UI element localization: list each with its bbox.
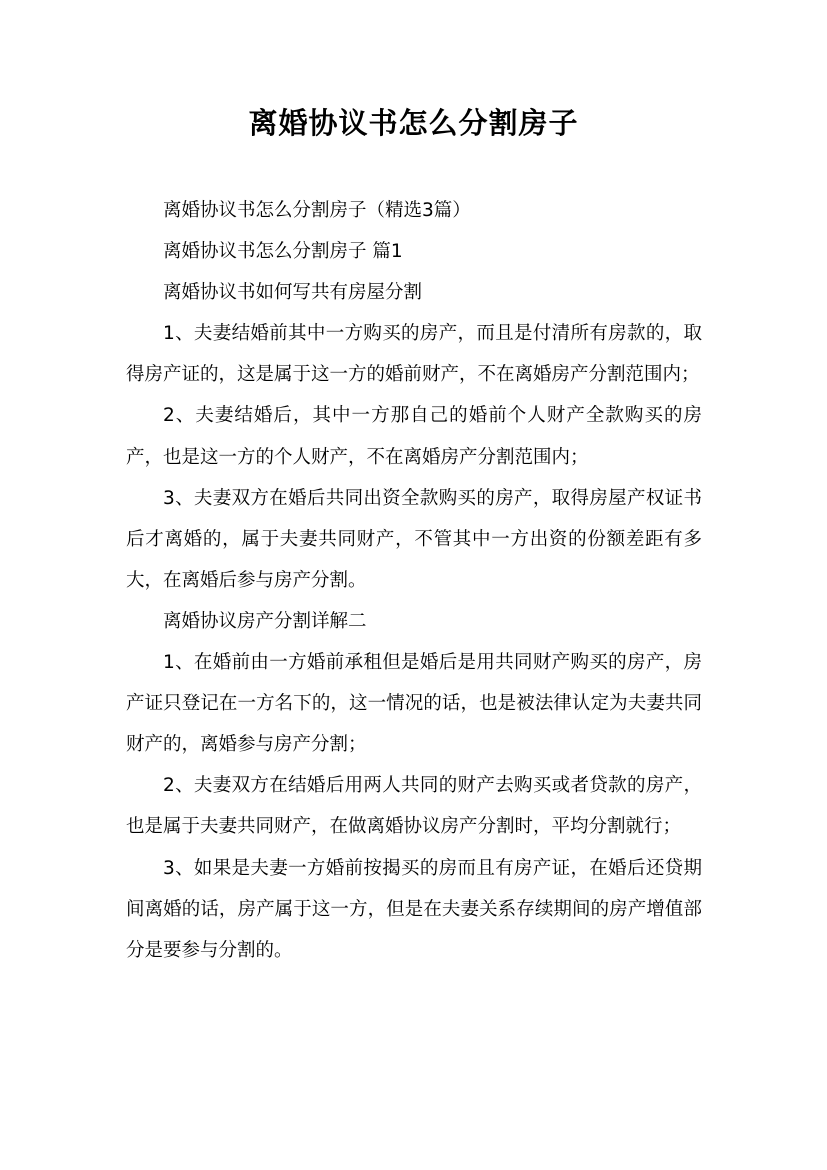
paragraph-topic-heading: 离婚协议书如何写共有房屋分割 — [163, 282, 423, 304]
document-title: 离婚协议书怎么分割房子 — [248, 106, 579, 140]
document-body — [126, 190, 702, 971]
paragraph-subtitle: 离婚协议书怎么分割房子（精选3篇） — [163, 200, 471, 221]
paragraph-detail-item-1: 1、在婚前由一方婚前承租但是婚后是用共同财产购买的房产，房产证只登记在一方名下的，这一情况的话，也是被法律认定为夫妻共同财产的，离婚参与房产分割； — [126, 652, 702, 756]
paragraph-item-3: 3、夫妻双方在婚后共同出资全款购买的房产，取得房屋产权证书后才离婚的，属于夫妻共同财产，不管其中一方出资的份额差距有多大，在离婚后参与房产分割。 — [126, 487, 702, 591]
paragraph-item-2: 2、夫妻结婚后，其中一方那自己的婚前个人财产全款购买的房产，也是这一方的个人财产，不在离婚房产分割范围内； — [126, 405, 702, 468]
paragraph-section-heading: 离婚协议书怎么分割房子 篇1 — [163, 241, 403, 263]
paragraph-topic-heading-2: 离婚协议房产分割详解二 — [163, 610, 367, 632]
paragraph-detail-item-2: 2、夫妻双方在结婚后用两人共同的财产去购买或者贷款的房产，也是属于夫妻共同财产，在做离婚协议房产分割时，平均分割就行； — [126, 775, 702, 838]
paragraph-detail-item-3: 3、如果是夫妻一方婚前按揭买的房而且有房产证，在婚后还贷期间离婚的话，房产属于这一方，但是在夫妻关系存续期间的房产增值部分是要参与分割的。 — [126, 857, 702, 961]
paragraph-item-1: 1、夫妻结婚前其中一方购买的房产，而且是付清所有房款的，取得房产证的，这是属于这一方的婚前财产，不在离婚房产分割范围内； — [126, 323, 702, 386]
